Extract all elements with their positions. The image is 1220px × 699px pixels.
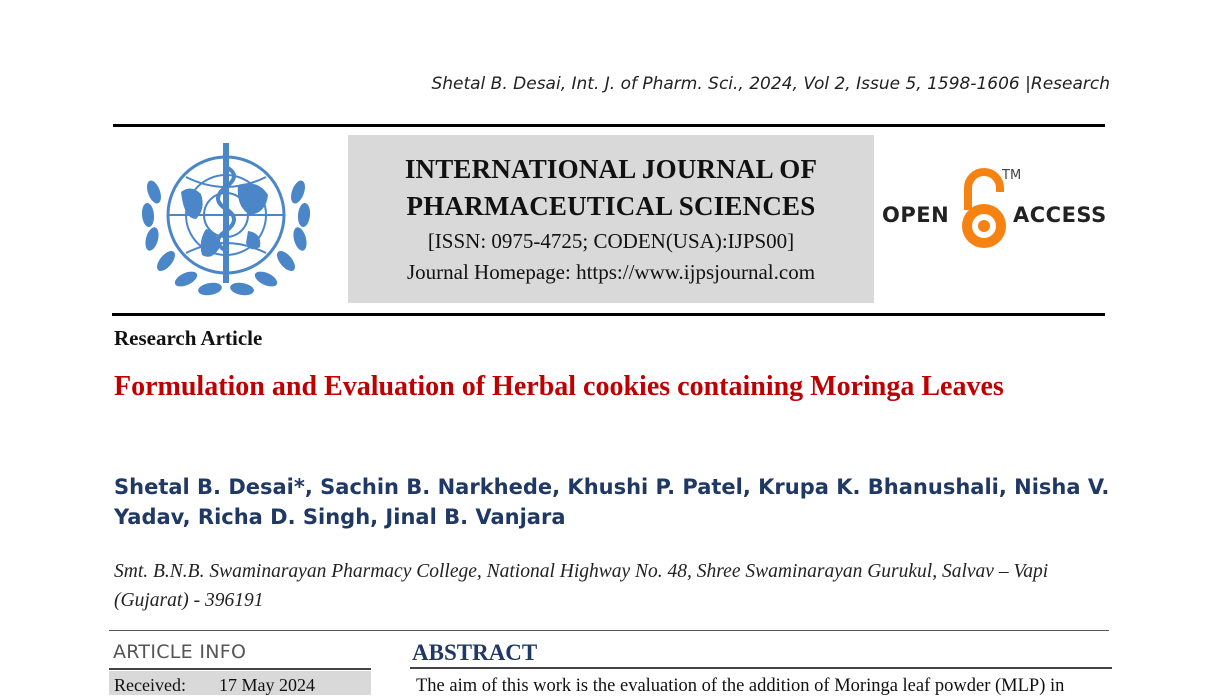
article-info-rule	[109, 668, 371, 670]
trademark-mark: TM	[1002, 168, 1022, 183]
journal-homepage: Journal Homepage: https://www.ijpsjournal.com	[406, 260, 816, 284]
running-head: Shetal B. Desai, Int. J. of Pharm. Sci., 2024, Vol 2, Issue 5, 1598-1606 |Research	[431, 74, 1110, 94]
author-list: Shetal B. Desai*, Sachin B. Narkhede, Khushi P. Patel, Krupa K. Bhanushali, Nisha V. Yadav, Richa D. Singh, Jinal B. Vanjara	[114, 475, 1110, 529]
journal-masthead	[348, 135, 874, 303]
abstract-rule	[410, 667, 1112, 669]
abstract-heading: ABSTRACT	[412, 640, 538, 665]
article-info-heading: ARTICLE INFO	[113, 641, 247, 663]
received-row	[109, 671, 371, 695]
journal-issn: [ISSN: 0975-4725; CODEN(USA):IJPS00]	[427, 229, 795, 253]
open-access-access-word: ACCESS	[1013, 203, 1107, 227]
paper-title: Formulation and Evaluation of Herbal cookies containing Moringa Leaves	[114, 371, 1004, 402]
masthead-bottom-rule	[112, 313, 1105, 316]
open-access-open-word: OPEN	[882, 203, 950, 227]
section-divider	[109, 630, 1109, 631]
received-date: 17 May 2024	[219, 675, 315, 695]
journal-title-line-1: INTERNATIONAL JOURNAL OF	[404, 154, 818, 184]
journal-emblem-logo	[126, 137, 326, 307]
received-label: Received:	[114, 675, 186, 695]
journal-title	[348, 151, 874, 225]
abstract-text: The aim of this work is the evaluation of the addition of Moringa leaf powder (MLP) in	[416, 676, 1065, 696]
open-access-logo	[880, 166, 1110, 256]
journal-title-line-2: PHARMACEUTICAL SCIENCES	[406, 191, 816, 221]
article-type: Research Article	[114, 326, 263, 350]
affiliation: Smt. B.N.B. Swaminarayan Pharmacy College, National Highway No. 48, Shree Swaminarayan Gurukul, Salvav – Vapi (Gujarat) - 396191	[114, 561, 1049, 611]
top-rule	[113, 124, 1105, 127]
